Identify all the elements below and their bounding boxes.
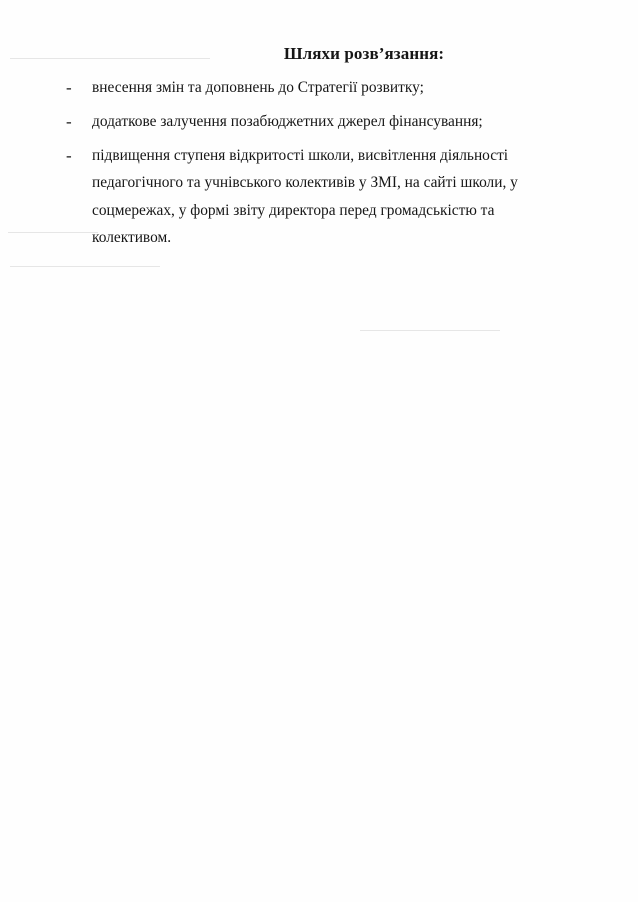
text-line: внесення змін та доповнень до Стратегії розвитку; xyxy=(92,79,424,96)
list-item-text xyxy=(92,142,572,251)
section-heading: Шляхи розв’язання: xyxy=(283,44,445,63)
scan-artifact xyxy=(360,330,500,331)
text-line: педагогічного та учнівського колективів у ЗМІ, на сайті школи, у xyxy=(92,174,518,192)
scan-artifact xyxy=(10,266,160,267)
text-line: колективом. xyxy=(92,228,172,246)
list-item-text xyxy=(92,108,572,135)
list-bullet: - xyxy=(66,78,72,97)
text-line: додаткове залучення позабюджетних джерел фінансування; xyxy=(92,113,483,130)
list-item-text xyxy=(92,74,572,101)
text-line: підвищення ступеня відкритості школи, висвітлення діяльності xyxy=(92,147,509,164)
list-bullet: - xyxy=(66,146,72,165)
scan-artifact xyxy=(8,232,98,233)
list-bullet: - xyxy=(66,112,72,131)
text-line: соцмережах, у формі звіту директора перед громадськістю та xyxy=(92,201,495,219)
